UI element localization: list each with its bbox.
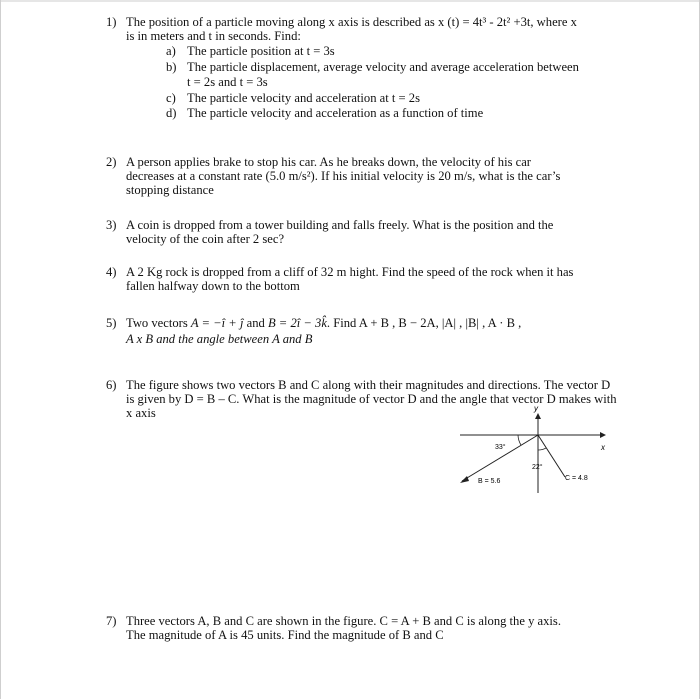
- question-3: [106, 218, 626, 246]
- question-text-line: is given by D = B – C. What is the magnitude of vector D and the angle that vector D makes with: [126, 392, 617, 406]
- question-text-line: [126, 332, 626, 346]
- y-axis-arrow: [535, 413, 541, 419]
- question-7: [106, 614, 626, 642]
- vector-b-label: B = 5.6: [478, 478, 501, 485]
- sub-letter: c): [166, 90, 176, 105]
- page-left-border: [0, 0, 1, 699]
- question-number: 4): [106, 265, 117, 279]
- question-4: [106, 265, 626, 293]
- angle-b-arc: [518, 435, 521, 445]
- question-text: . Find A + B , B − 2A, |A| , |B| , A · B ,: [326, 316, 522, 330]
- question-1: [106, 15, 626, 122]
- vector-b-equation: B = 2î − 3k̂: [267, 316, 327, 330]
- sub-letter: b): [166, 59, 177, 74]
- vector-diagram: [450, 405, 630, 500]
- question-text-line: velocity of the coin after 2 sec?: [126, 232, 285, 246]
- angle-c-label: 22°: [532, 464, 543, 471]
- question-number: 5): [106, 316, 117, 330]
- question-text-line: Three vectors A, B and C are shown in the figure. C = A + B and C is along the y axis.: [126, 614, 561, 628]
- question-text-line: The position of a particle moving along x axis is described as x (t) = 4t³ - 2t² +3t, where x: [126, 15, 577, 29]
- sub-text: The particle position at t = 3s: [187, 44, 335, 58]
- question-text: and: [246, 316, 265, 330]
- question-text-line: A person applies brake to stop his car. As he breaks down, the velocity of his car: [126, 155, 532, 169]
- question-text-line: The magnitude of A is 45 units. Find the magnitude of B and C: [126, 628, 444, 642]
- sub-text: The particle displacement, average velocity and average acceleration between: [187, 59, 579, 74]
- question-text-line: fallen halfway down to the bottom: [126, 279, 300, 293]
- sub-text-continuation: t = 2s and t = 3s: [187, 75, 268, 89]
- question-text: Two vectors: [126, 316, 188, 330]
- sub-text: The particle velocity and acceleration as a function of time: [187, 106, 484, 120]
- sub-letter: a): [166, 44, 176, 58]
- question-5: [106, 316, 626, 346]
- question-text-line: A 2 Kg rock is dropped from a cliff of 32 m hight. Find the speed of the rock when it has: [126, 265, 574, 279]
- question-number: 3): [106, 218, 117, 232]
- sub-question-d: [166, 106, 626, 122]
- question-text-line: [126, 316, 626, 330]
- question-text-line: stopping distance: [126, 183, 214, 197]
- question-number: 6): [106, 378, 117, 392]
- question-number: 1): [106, 15, 117, 29]
- sub-question-list: [166, 44, 626, 122]
- sub-question-b: [166, 60, 626, 91]
- x-axis-arrow: [600, 432, 606, 438]
- vector-a-equation: A = −î + ĵ: [190, 316, 244, 330]
- question-text-line: A coin is dropped from a tower building and falls freely. What is the position and the: [126, 218, 554, 232]
- sub-question-a: [166, 44, 626, 60]
- question-number: 7): [106, 614, 117, 628]
- question-text: A x B and the angle between A and B: [126, 332, 313, 346]
- vector-c-label: C = 4.8: [565, 475, 588, 482]
- angle-c-arc: [538, 448, 546, 450]
- question-text-line: decreases at a constant rate (5.0 m/s²). If his initial velocity is 20 m/s, what is the car’s: [126, 169, 561, 183]
- sub-question-c: [166, 91, 626, 107]
- angle-b-label: 33°: [495, 444, 506, 451]
- y-axis-label: y: [534, 405, 538, 413]
- question-text-line: is in meters and t in seconds. Find:: [126, 29, 301, 43]
- question-text-line: The figure shows two vectors B and C along with their magnitudes and directions. The vector D: [126, 378, 611, 392]
- question-number: 2): [106, 155, 117, 169]
- vector-b-line: [462, 435, 538, 481]
- page-top-edge: [0, 0, 700, 2]
- question-text-line: x axis: [126, 406, 156, 420]
- sub-text: The particle velocity and acceleration at t = 2s: [187, 90, 420, 105]
- vector-figure: [450, 405, 630, 500]
- question-2: [106, 155, 626, 197]
- sub-letter: d): [166, 106, 177, 120]
- x-axis-label: x: [601, 443, 605, 452]
